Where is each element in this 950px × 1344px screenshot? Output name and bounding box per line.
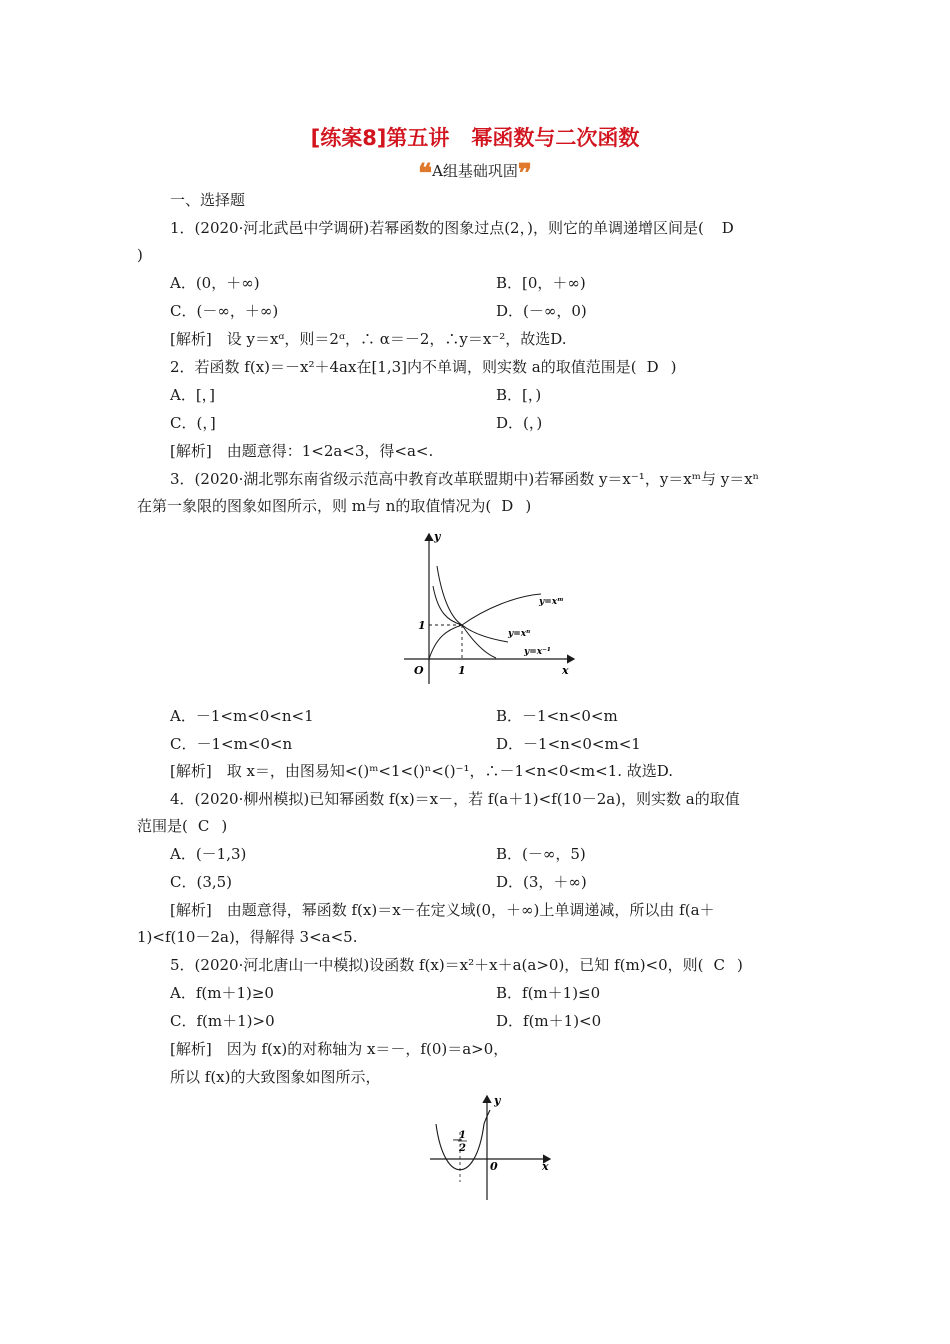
title-part2: 幂函数与二次函数 <box>471 126 640 150</box>
q4-answer: C <box>197 817 210 835</box>
q2-option-b: B．[，) <box>496 386 542 404</box>
y-axis-label: y <box>494 1094 501 1107</box>
power-function-graph <box>396 528 586 688</box>
q3-option-c: C．－1<m<0<n <box>170 735 293 753</box>
q4-stem-text: 范围是( <box>137 817 188 835</box>
q2-analysis: [解析] 由题意得：1<2a<3，得<a<. <box>170 442 434 460</box>
label-x-m: y=xᵐ <box>539 597 564 607</box>
q1-option-c: C．(－∞，＋∞) <box>170 302 279 320</box>
q1-stem <box>170 218 738 238</box>
q1-answer: D <box>721 219 734 237</box>
q3-option-d: D．－1<n<0<m<1 <box>496 735 641 753</box>
q2-option-d: D．(，) <box>496 414 543 432</box>
q4-option-c: C．(3,5) <box>170 873 233 891</box>
q1-stem-text: 1．(2020·河北武邑中学调研)若幂函数的图象过点(2，)，则它的单调递增区间是( <box>170 219 704 237</box>
q3-option-a: A．－1<m<0<n<1 <box>170 707 314 725</box>
q5-stem-end: ) <box>737 956 743 974</box>
q2-option-a: A．[，] <box>170 386 216 404</box>
q1-option-d: D．(－∞，0) <box>496 302 587 320</box>
origin-label: 0 <box>490 1160 498 1173</box>
section-heading: 一、选择题 <box>170 191 246 209</box>
page-title <box>0 122 950 152</box>
q3-answer: D <box>501 497 514 515</box>
q4-analysis-line2: 1)<f(10－2a)，得解得 3<a<5. <box>137 928 358 946</box>
q3-stem-line2 <box>137 496 531 516</box>
curve-x-inverse <box>433 586 496 658</box>
q5-option-a: A．f(m＋1)≥0 <box>170 984 274 1002</box>
q4-analysis-line1: [解析] 由题意得，幂函数 f(x)＝x－在定义域(0，＋∞)上单调递减，所以由 f(a＋ <box>170 901 715 919</box>
q5-analysis-line2: 所以 f(x)的大致图象如图所示， <box>170 1068 381 1086</box>
q2-option-c: C．(，] <box>170 414 216 432</box>
q4-stem-end: ) <box>221 817 228 835</box>
group-heading <box>0 159 950 189</box>
q3-stem-end: ) <box>525 497 532 515</box>
q1-option-a: A．(0，＋∞) <box>170 274 260 292</box>
q5-option-b: B．f(m＋1)≤0 <box>496 984 601 1002</box>
q1-analysis: [解析] 设 y＝xᵅ，则＝2ᵅ，∴ α＝－2，∴y＝x⁻²，故选D. <box>170 330 567 348</box>
q5-answer: C <box>713 956 726 974</box>
label-x-n: y=xⁿ <box>508 629 531 639</box>
q4-option-d: D．(3，＋∞) <box>496 873 587 891</box>
q5-option-d: D．f(m＋1)<0 <box>496 1012 602 1030</box>
quote-open-icon: ❝ <box>418 159 433 189</box>
title-part1: [练案8]第五讲 <box>310 126 450 150</box>
q2-stem-end: ) <box>670 358 677 376</box>
q5-option-c: C．f(m＋1)>0 <box>170 1012 275 1030</box>
q3-option-b: B．－1<n<0<m <box>496 707 618 725</box>
tick-numerator: 1 <box>459 1130 466 1141</box>
q5-stem-text: 5．(2020·河北唐山一中模拟)设函数 f(x)＝x²＋x＋a(a>0)，已知 f(m)<0，则( <box>170 956 704 974</box>
quote-close-icon: ❞ <box>517 159 532 189</box>
q1-option-b: B．[0，＋∞) <box>496 274 586 292</box>
q3-stem-text: 在第一象限的图象如图所示，则 m与 n的取值情况为( <box>137 497 492 515</box>
quadratic-graph <box>426 1090 556 1205</box>
q3-stem-line1: 3．(2020·湖北鄂东南省级示范高中教育改革联盟期中)若幂函数 y＝x⁻¹，y＝xᵐ与 y＝xⁿ <box>170 470 760 488</box>
tick-x-1: 1 <box>458 664 466 677</box>
curve-x-n <box>437 566 508 642</box>
label-x-inverse: y=x⁻¹ <box>524 647 551 657</box>
q4-option-a: A．(－1,3) <box>170 845 247 863</box>
q4-option-b: B．(－∞，5) <box>496 845 586 863</box>
q4-stem-line1: 4．(2020·柳州模拟)已知幂函数 f(x)＝x－，若 f(a＋1)<f(10－2a)，则实数 a的取值 <box>170 790 740 808</box>
group-label: A组基础巩固 <box>432 162 518 180</box>
q2-answer: D <box>646 358 659 376</box>
y-axis-label: y <box>434 530 441 543</box>
tick-minus-sign: － <box>451 1134 462 1147</box>
q4-stem-line2 <box>137 816 227 836</box>
x-axis-label: x <box>562 664 569 677</box>
origin-label: O <box>414 664 424 677</box>
q3-analysis: [解析] 取 x＝，由图易知<()ᵐ<1<()ⁿ<()⁻¹，∴－1<n<0<m<1. 故选D. <box>170 762 674 780</box>
q5-stem <box>170 955 743 975</box>
tick-y-1: 1 <box>418 619 426 632</box>
x-axis-label: x <box>542 1160 549 1173</box>
q2-stem-text: 2．若函数 f(x)＝－x²＋4ax在[1,3]内不单调，则实数 a的取值范围是( <box>170 358 637 376</box>
tick-denominator: 2 <box>459 1143 466 1154</box>
q2-stem <box>170 357 676 377</box>
q5-analysis-line1: [解析] 因为 f(x)的对称轴为 x＝－，f(0)＝a>0， <box>170 1040 509 1058</box>
q1-stem-end: ) <box>137 246 143 264</box>
